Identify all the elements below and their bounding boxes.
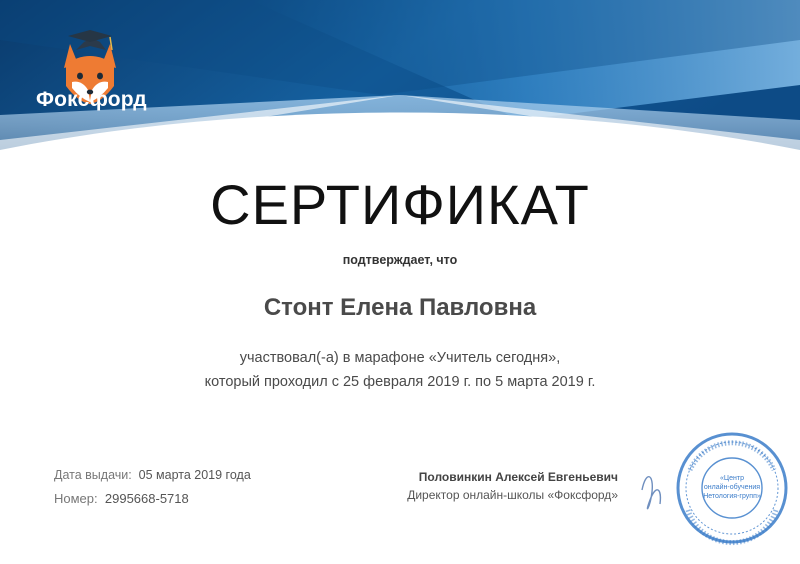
logo-text: Фоксфорд [36,88,147,111]
certificate-title: СЕРТИФИКАТ [210,173,590,236]
official-stamp [640,430,790,550]
issue-date-label: Дата выдачи: [54,468,132,482]
certificate-number-label: Номер: [54,491,98,506]
stamp-text-line1: «Центр [720,475,744,482]
recipient-name: Стонт Елена Павловна [263,294,537,321]
issue-date-value: 05 марта 2019 года [138,468,251,482]
certificate-subtitle: подтверждает, что [342,253,458,267]
certificate-number-value: 2995668-5718 [104,491,189,506]
signatory-position: Директор онлайн-школы «Фоксфорд» [407,488,618,502]
event-description-line2: который проходил с 25 февраля 2019 г. по 5 марта 2019 г. [204,374,596,390]
stamp-text-line2: онлайн-обучения [703,484,761,491]
stamp-text-line3: Нетология-групп» [703,493,761,500]
signatory-name: Половинкин Алексей Евгеньевич [418,470,618,484]
issue-date [54,468,251,482]
event-description-line1: участвовал(-а) в марафоне «Учитель сегодня», [239,350,561,366]
certificate-number [54,491,189,506]
